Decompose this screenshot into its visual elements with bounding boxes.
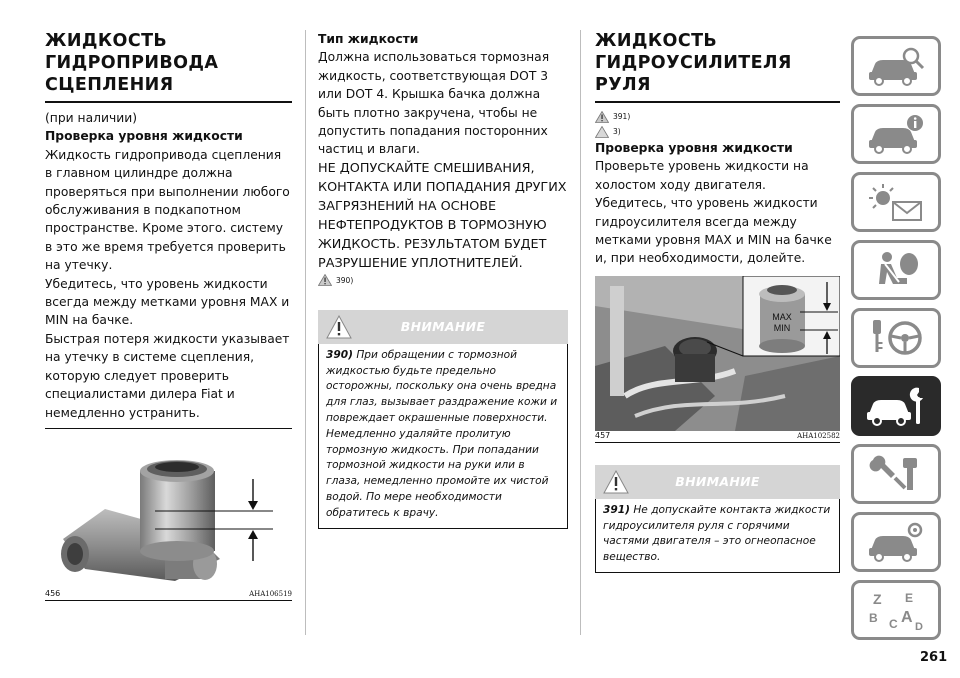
warning-reference: [595, 109, 840, 124]
svg-text:B: B: [869, 611, 878, 625]
warning-triangle-icon: [318, 274, 332, 286]
tab-specifications[interactable]: [851, 512, 941, 572]
title-line: ГИДРОПРИВОДА: [45, 53, 219, 73]
warning-banner: [595, 465, 840, 499]
reference-number: 3): [613, 127, 621, 136]
tab-car-info[interactable]: [851, 104, 941, 164]
clutch-fluid-title: [45, 30, 292, 103]
figure-456: [45, 449, 292, 601]
tab-emergency[interactable]: [851, 376, 941, 436]
warning-box-391: [595, 465, 840, 573]
car-search-icon: [865, 44, 927, 88]
warning-triangle-icon: [603, 470, 629, 494]
warning-banner: [318, 310, 568, 344]
caps-warning-text: НЕ ДОПУСКАЙТЕ СМЕШИВАНИЯ, КОНТАКТА ИЛИ ПОПАДАНИЯ ДРУГИХ ЗАГРЯЗНЕНИЙ НА ОСНОВЕ НЕФТЕПРОДУКТОВ В ТОРМОЗНУЮ ЖИДКОСТЬ. РЕЗУЛЬТАТОМ БУДЕТ РАЗРУШЕНИЕ УПЛОТНИТЕЛЕЙ.: [318, 160, 567, 271]
tab-car-search[interactable]: [851, 36, 941, 96]
title-line: ЖИДКОСТЬ: [595, 31, 718, 51]
note-reference: [595, 124, 840, 139]
warning-content: [595, 499, 840, 573]
column-divider: [580, 30, 581, 635]
alphabet-index-icon: [865, 588, 927, 632]
svg-text:E: E: [905, 591, 914, 605]
paragraph: Проверьте уровень жидкости на холостом ходу двигателя. Убедитесь, что уровень жидкости гидроусилителя всегда между метками уровня MAX и MIN на бачке и, при необходимости, долейте.: [595, 159, 832, 266]
tab-index[interactable]: [851, 580, 941, 640]
key-steering-wheel-icon: [865, 316, 927, 360]
paragraph: Быстрая потеря жидкости указывает на утечку в системе сцепления, которую следует проверить специалистами дилера Fiat и немедленно устранить.: [45, 331, 290, 420]
level-check-subheading: Проверка уровня жидкости: [45, 129, 243, 144]
warning-triangle-icon: [595, 111, 609, 123]
reference-number: 391): [613, 112, 631, 121]
engine-bay-reservoir-photo: [595, 276, 840, 431]
warning-lights-envelope-icon: [865, 180, 927, 224]
clutch-reservoir-illustration: [45, 449, 292, 589]
fluid-type-subheading: Тип жидкости: [318, 32, 419, 46]
availability-note: (при наличии): [45, 111, 138, 125]
power-steering-fluid-section: [595, 30, 840, 573]
clutch-fluid-section: [45, 30, 292, 601]
figure-caption: [595, 431, 840, 443]
airbag-passenger-icon: [865, 248, 927, 292]
page-number: 261: [920, 650, 948, 665]
title-line: ЖИДКОСТЬ: [45, 31, 168, 51]
warning-triangle-icon: [326, 315, 352, 339]
tab-safety[interactable]: [851, 240, 941, 300]
warning-title: ВНИМАНИЕ: [675, 474, 760, 490]
fluid-type-section: [318, 30, 568, 529]
paragraph: Убедитесь, что уровень жидкости всегда между метками уровня MAX и MIN на бачке.: [45, 276, 290, 328]
max-label: MAX: [772, 311, 792, 322]
figure-code: AHA106519: [249, 589, 292, 598]
tab-maintenance[interactable]: [851, 444, 941, 504]
level-check-subheading: Проверка уровня жидкости: [595, 141, 793, 155]
car-specs-icon: [865, 520, 927, 564]
warning-content: [318, 344, 568, 529]
svg-text:A: A: [901, 609, 913, 626]
warning-box-390: [318, 310, 568, 529]
paragraph: Жидкость гидропривода сцепления в главном цилиндре должна проверяться при выполнении любого обслуживания в подкапотном пространстве. Кроме этого. систему в это же время требуется проверить на утечку.: [45, 147, 290, 273]
figure-457: [595, 276, 840, 443]
note-triangle-icon: [595, 126, 609, 138]
power-steering-title: [595, 30, 840, 103]
car-info-icon: [865, 112, 927, 156]
warning-text: Не допускайте контакта жидкости гидроусилителя руля с горячими частями двигателя – это огнеопасное вещество.: [603, 503, 831, 564]
tab-warning-lights[interactable]: [851, 172, 941, 232]
warning-text: При обращении с тормозной жидкостью будьте предельно осторожны, поскольку она очень вредна для глаз, вызывает раздражение кожи и повреждает окрашенные поверхности. Немедленно удаляйте пролитую тормозную жидкость. При попадании тормозной жидкости на руки или в глаза, немедленно промойте их чистой водой. По мере необходимости обратитесь к врачу.: [326, 348, 558, 519]
warning-number: 391): [603, 503, 630, 516]
reference-number: 390): [336, 275, 354, 285]
chapter-tab-bar: [851, 36, 941, 648]
warning-title: ВНИМАНИЕ: [400, 319, 486, 335]
paragraph: Должна использоваться тормозная жидкость, соответствующая DOT 3 или DOT 4. Крышка бачка должна быть плотно закручена, чтобы не допустить попадания посторонних частиц и влаги.: [318, 50, 550, 157]
warning-reference: [318, 273, 568, 288]
figure-caption: [45, 589, 292, 601]
title-line: СЦЕПЛЕНИЯ: [45, 75, 174, 95]
figure-code: AHA102582: [797, 431, 840, 440]
maintenance-tools-icon: [865, 452, 927, 496]
svg-text:Z: Z: [873, 591, 882, 607]
figure-number: 456: [45, 588, 61, 598]
warning-number: 390): [326, 348, 353, 361]
car-wrench-icon: [865, 384, 927, 428]
column-divider: [305, 30, 306, 635]
svg-text:C: C: [889, 617, 898, 631]
figure-number: 457: [595, 430, 611, 440]
tab-starting-driving[interactable]: [851, 308, 941, 368]
min-label: MIN: [773, 322, 791, 333]
title-line: ГИДРОУСИЛИТЕЛЯ РУЛЯ: [595, 53, 792, 95]
svg-text:D: D: [915, 621, 923, 632]
